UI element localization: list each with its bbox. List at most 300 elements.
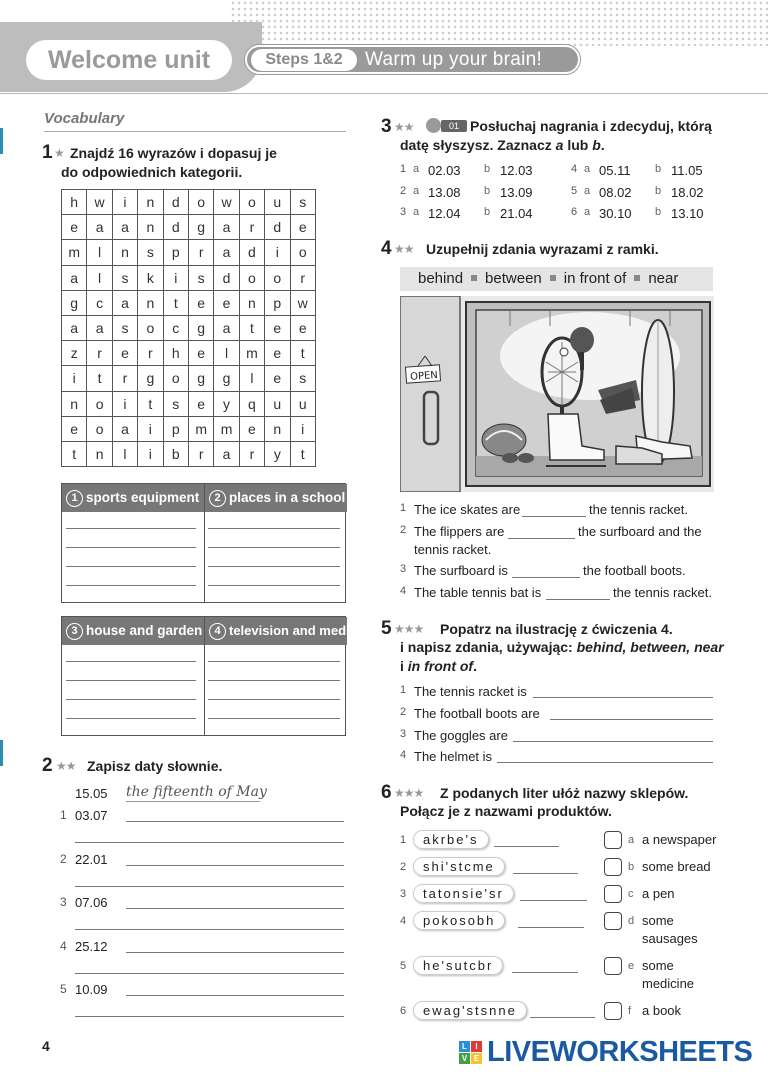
grid-cell[interactable]: a [87, 315, 112, 340]
grid-cell[interactable]: o [290, 240, 315, 265]
ex3-option-a-marker[interactable]: a [413, 184, 420, 197]
ex3-stars: ★★ [394, 120, 414, 134]
grid-cell[interactable]: s [138, 240, 163, 265]
category-answer-line[interactable] [66, 661, 196, 662]
ex4-item-text: The flippers are [414, 524, 505, 539]
ex6-product-name: some [642, 958, 674, 973]
ex4-item-text: The table tennis bat is [414, 585, 542, 600]
category-header-2 [205, 484, 347, 512]
ex3-option-a[interactable]: 02.03 [428, 163, 461, 178]
ex2-answer-line-1[interactable] [126, 865, 344, 866]
ex4-item-text-end: the tennis racket. [613, 585, 712, 600]
ex6-product-name: a pen [642, 886, 675, 901]
ex6-scrambled-word [413, 1001, 527, 1020]
ex2-answer-line-2[interactable] [75, 929, 344, 930]
grid-cell[interactable]: a [214, 215, 239, 240]
ex3-item-number: 5 [571, 184, 578, 197]
grid-cell[interactable]: d [265, 215, 290, 240]
grid-cell[interactable]: i [138, 416, 163, 441]
grid-cell[interactable]: e [62, 215, 87, 240]
grid-cell[interactable]: w [87, 190, 112, 215]
grid-cell[interactable]: e [188, 290, 213, 315]
ex6-product-name: a book [642, 1003, 682, 1018]
ex5-stars: ★★★ [394, 622, 424, 636]
ex6-item-number: 3 [400, 888, 407, 900]
grid-cell[interactable]: m [188, 416, 213, 441]
ex6-match-checkbox[interactable] [604, 831, 622, 849]
ex6-match-checkbox[interactable] [604, 912, 622, 930]
ex2-stars: ★★ [56, 759, 76, 773]
grid-cell[interactable]: t [290, 441, 315, 466]
grid-cell[interactable]: e [62, 416, 87, 441]
ex1-instruction-line1: Znajdź 16 wyrazów i dopasuj je [70, 145, 277, 161]
grid-cell[interactable]: n [62, 391, 87, 416]
ex2-instruction: Zapisz daty słownie. [87, 758, 223, 774]
ex6-product-name: some [642, 913, 674, 928]
ex5-item-text: The football boots are [414, 705, 540, 721]
ex3-option-a-marker[interactable]: a [584, 206, 591, 218]
word-separator [471, 275, 477, 281]
grid-row [62, 290, 316, 315]
grid-cell[interactable]: i [138, 441, 163, 466]
grid-cell[interactable]: s [290, 366, 315, 391]
ex5-answer-line[interactable] [497, 762, 713, 763]
ex6-instruction-line1: Z podanych liter ułóż nazwy sklepów. [440, 785, 689, 801]
ex6-match-checkbox[interactable] [604, 885, 622, 903]
grid-cell[interactable]: p [163, 416, 188, 441]
ex6-scrambled-word [413, 956, 503, 975]
grid-cell[interactable]: i [265, 240, 290, 265]
ex4-item-text-end: the surfboard and the [578, 524, 702, 539]
ex4-item-text: The surfboard is [414, 563, 508, 578]
ex6-scrambled-word [413, 884, 514, 903]
category-answer-line[interactable] [66, 528, 196, 529]
grid-cell[interactable]: u [290, 391, 315, 416]
grid-cell[interactable]: q [239, 391, 264, 416]
ex1-instruction-line2: do odpowiednich kategorii. [61, 164, 243, 180]
ex5-item-text: The tennis racket is [414, 684, 527, 699]
grid-cell[interactable]: a [214, 240, 239, 265]
grid-cell[interactable]: m [214, 416, 239, 441]
category-answer-line[interactable] [66, 699, 196, 700]
grid-cell[interactable]: c [87, 290, 112, 315]
ex6-match-checkbox[interactable] [604, 1002, 622, 1020]
ex6-answer-line[interactable] [513, 873, 578, 874]
grid-row [62, 341, 316, 366]
ex4-gap[interactable] [508, 538, 575, 539]
ex6-match-checkbox[interactable] [604, 858, 622, 876]
ex6-product-name-cont: medicine [642, 976, 695, 991]
word-separator [550, 275, 556, 281]
category-answer-line[interactable] [208, 699, 340, 700]
grid-cell[interactable]: a [62, 315, 87, 340]
goggles-icon [502, 453, 518, 463]
category-answer-line[interactable] [66, 718, 196, 719]
grid-row [62, 265, 316, 290]
grid-cell[interactable]: n [87, 441, 112, 466]
grid-cell[interactable]: u [265, 391, 290, 416]
category-number-2: 2 [209, 490, 226, 507]
ex3-option-b-marker[interactable]: b [484, 163, 491, 175]
ex6-scrambled-letters: he'sutcbr [413, 956, 503, 975]
ex6-item-number: 5 [400, 960, 407, 972]
grid-cell[interactable]: n [138, 215, 163, 240]
grid-cell[interactable]: t [163, 290, 188, 315]
ex1-stars: ★ [54, 146, 64, 160]
grid-cell[interactable]: s [112, 315, 137, 340]
ex5-item-text: The goggles are [414, 727, 508, 743]
grid-cell[interactable]: y [265, 441, 290, 466]
ex2-item-date: 25.12 [75, 938, 108, 954]
ex2-answer-line-1[interactable] [126, 952, 344, 953]
ex3-option-a-marker[interactable]: a [584, 184, 591, 197]
grid-cell[interactable]: m [239, 341, 264, 366]
ex3-option-a[interactable]: 13.08 [428, 184, 461, 200]
ex3-instruction-line2: datę słyszysz. Zaznacz a lub b. [400, 137, 605, 153]
ex2-item-date: 10.09 [75, 982, 108, 997]
grid-cell[interactable]: a [112, 215, 137, 240]
grid-cell[interactable]: n [138, 290, 163, 315]
ex6-scrambled-letters: akrbe's [413, 830, 489, 849]
grid-cell[interactable]: r [138, 341, 163, 366]
ex2-example-underline [126, 801, 260, 802]
grid-cell[interactable]: a [62, 265, 87, 290]
category-number-1: 1 [66, 490, 83, 507]
category-label-2: places in a school [229, 490, 346, 505]
ex4-item-text-cont: tennis racket. [414, 542, 492, 557]
grid-cell[interactable]: i [112, 391, 137, 416]
ex2-example-date: 15.05 [75, 786, 108, 801]
ex2-answer-line-1[interactable] [126, 995, 344, 996]
ex4-item-text: The ice skates are [414, 502, 521, 517]
grid-cell[interactable]: e [188, 341, 213, 366]
ex3-item-number: 4 [571, 163, 578, 175]
ex6-match-checkbox[interactable] [604, 957, 622, 975]
category-number-4: 4 [209, 623, 226, 640]
grid-cell[interactable]: u [265, 190, 290, 215]
ex6-item-number: 4 [400, 915, 407, 927]
grid-cell[interactable]: s [188, 265, 213, 290]
category-header-3 [62, 617, 204, 645]
word-separator [634, 275, 640, 281]
grid-cell[interactable]: e [214, 290, 239, 315]
ex5-answer-line[interactable] [533, 697, 713, 698]
ex3-option-a[interactable]: 12.04 [428, 206, 461, 221]
ex3-option-a[interactable]: 30.10 [599, 206, 632, 221]
grid-cell[interactable]: l [112, 441, 137, 466]
ex4-gap[interactable] [512, 577, 580, 578]
grid-cell[interactable]: n [265, 416, 290, 441]
ex5-answer-line[interactable] [513, 741, 713, 742]
ex6-product-letter: b [628, 861, 635, 873]
grid-cell[interactable]: r [239, 441, 264, 466]
ex2-answer-line-2[interactable] [75, 842, 344, 843]
grid-cell[interactable]: h [163, 341, 188, 366]
grid-row [62, 215, 316, 240]
ex3-option-b[interactable]: 21.04 [500, 206, 533, 221]
ex3-option-a-marker[interactable]: a [584, 163, 591, 175]
grid-cell[interactable]: g [188, 366, 213, 391]
grid-cell[interactable]: e [290, 315, 315, 340]
grid-cell[interactable]: s [112, 265, 137, 290]
ex2-answer-line-1[interactable] [126, 821, 344, 822]
ex4-item-text-end: the tennis racket. [589, 502, 688, 517]
grid-cell[interactable]: r [239, 215, 264, 240]
grid-cell[interactable]: l [214, 341, 239, 366]
category-answer-line[interactable] [208, 718, 340, 719]
ex2-item-number: 4 [60, 938, 67, 953]
grid-row [62, 366, 316, 391]
grid-cell[interactable]: a [112, 416, 137, 441]
grid-cell[interactable]: e [112, 341, 137, 366]
grid-cell[interactable]: o [87, 391, 112, 416]
grid-cell[interactable]: g [188, 315, 213, 340]
grid-cell[interactable]: h [62, 190, 87, 215]
word-box-item-4: near [648, 270, 679, 287]
margin-marker-bottom [0, 740, 3, 766]
ex4-item-number: 1 [400, 502, 407, 514]
grid-cell[interactable]: m [62, 240, 87, 265]
ex4-number: 4 [381, 238, 392, 259]
grid-cell[interactable]: t [290, 341, 315, 366]
ex4-gap[interactable] [546, 599, 610, 600]
category-answer-line[interactable] [208, 528, 340, 529]
ex2-answer-line-2[interactable] [75, 1016, 344, 1017]
ex6-item-number: 6 [400, 1005, 407, 1017]
ex6-answer-line[interactable] [520, 900, 587, 901]
ex6-stars: ★★★ [394, 786, 424, 800]
ex3-option-b-marker[interactable]: b [484, 184, 491, 197]
grid-cell[interactable]: e [265, 341, 290, 366]
word-box-item-2: between [485, 270, 542, 287]
grid-cell[interactable]: i [290, 416, 315, 441]
grid-cell[interactable]: o [188, 190, 213, 215]
ex3-option-b-marker[interactable]: b [655, 206, 662, 218]
ex2-number: 2 [42, 755, 53, 776]
grid-cell[interactable]: c [163, 315, 188, 340]
ex2-answer-line-2[interactable] [75, 886, 344, 887]
ex6-instruction-line2: Połącz je z nazwami produktów. [400, 803, 612, 819]
grid-row [62, 315, 316, 340]
grid-cell[interactable]: w [214, 190, 239, 215]
ex5-item-number: 2 [400, 705, 407, 718]
ex4-item-text-end: the football boots. [583, 563, 686, 578]
ex2-item-date: 07.06 [75, 895, 108, 910]
ex6-scrambled-letters: ewag'stsnne [413, 1001, 527, 1020]
ex6-scrambled-word [413, 857, 505, 876]
grid-cell[interactable]: d [163, 215, 188, 240]
category-answer-line[interactable] [208, 661, 340, 662]
grid-cell[interactable]: d [239, 240, 264, 265]
grid-cell[interactable]: r [87, 341, 112, 366]
grid-cell[interactable]: e [290, 215, 315, 240]
category-answer-line[interactable] [208, 585, 340, 586]
grid-cell[interactable]: o [239, 265, 264, 290]
liveworksheets-brand[interactable]: LIVEWORKSHEETS [487, 1036, 753, 1068]
category-label-1: sports equipment [86, 490, 200, 505]
ex3-number: 3 [381, 116, 392, 137]
grid-cell[interactable]: p [265, 290, 290, 315]
helmet-icon [482, 424, 526, 456]
grid-cell[interactable]: r [188, 441, 213, 466]
ex6-product-letter: d [628, 915, 635, 927]
ex6-answer-line[interactable] [494, 846, 559, 847]
grid-cell[interactable]: r [112, 366, 137, 391]
grid-cell[interactable]: o [239, 190, 264, 215]
grid-cell[interactable]: b [163, 441, 188, 466]
ex6-number: 6 [381, 782, 392, 803]
ex2-item-number: 3 [60, 895, 67, 909]
ex4-stars: ★★ [394, 242, 414, 256]
ex3-option-a[interactable]: 05.11 [599, 163, 631, 178]
ex5-answer-line[interactable] [550, 719, 713, 720]
ex5-number: 5 [381, 618, 392, 639]
section-title: Vocabulary [44, 110, 125, 127]
grid-cell[interactable]: d [163, 190, 188, 215]
grid-cell[interactable]: n [112, 240, 137, 265]
ex3-option-b-marker[interactable]: b [655, 184, 662, 197]
ex2-item-number: 2 [60, 851, 67, 866]
ex3-option-b-marker[interactable]: b [655, 163, 662, 175]
grid-cell[interactable]: y [214, 391, 239, 416]
grid-cell[interactable]: o [265, 265, 290, 290]
grid-cell[interactable]: l [87, 240, 112, 265]
ex6-scrambled-word [413, 911, 505, 930]
grid-cell[interactable]: s [163, 391, 188, 416]
category-label-3: house and garden [86, 623, 203, 638]
open-sign-text: OPEN [409, 369, 439, 383]
ex6-answer-line[interactable] [530, 1017, 595, 1018]
word-box-item-3: in front of [563, 270, 627, 287]
grid-cell[interactable]: w [290, 290, 315, 315]
grid-cell[interactable]: a [214, 441, 239, 466]
grid-cell[interactable]: g [188, 215, 213, 240]
grid-cell[interactable]: k [138, 265, 163, 290]
ex6-product-letter: e [628, 960, 635, 972]
grid-cell[interactable]: i [163, 265, 188, 290]
ex5-instruction-line3: i in front of. [400, 658, 477, 674]
grid-row [62, 190, 316, 215]
grid-cell[interactable]: l [239, 366, 264, 391]
ex6-answer-line[interactable] [512, 972, 578, 973]
ex6-answer-line[interactable] [518, 927, 584, 928]
grid-cell[interactable]: g [214, 366, 239, 391]
grid-cell[interactable]: e [265, 315, 290, 340]
grid-row [62, 416, 316, 441]
grid-row [62, 441, 316, 466]
liveworksheets-logo-icon: L I V E [459, 1041, 483, 1065]
grid-cell[interactable]: i [62, 366, 87, 391]
grid-cell[interactable]: o [138, 315, 163, 340]
category-answer-line[interactable] [66, 680, 196, 681]
ex6-scrambled-word [413, 830, 489, 849]
grid-cell[interactable]: e [265, 366, 290, 391]
grid-cell[interactable]: g [62, 290, 87, 315]
category-header-4 [205, 617, 357, 645]
ex3-option-a-marker[interactable]: a [413, 206, 420, 218]
ex3-option-b[interactable]: 13.10 [671, 206, 704, 221]
ex5-item-text: The helmet is [414, 749, 493, 765]
category-answer-line[interactable] [66, 585, 196, 586]
grid-cell[interactable]: d [214, 265, 239, 290]
ex3-item-number: 3 [400, 206, 407, 218]
ex6-scrambled-letters: shi'stcme [413, 857, 505, 876]
grid-cell[interactable]: r [188, 240, 213, 265]
ex2-example-answer: the fifteenth of May [126, 784, 267, 800]
grid-cell[interactable]: t [87, 366, 112, 391]
grid-row [62, 391, 316, 416]
ex3-option-a[interactable]: 08.02 [599, 184, 632, 200]
category-header-1 [62, 484, 204, 512]
category-answer-line[interactable] [208, 566, 340, 567]
grid-cell[interactable]: o [163, 366, 188, 391]
ex6-product-name: a newspaper [642, 832, 717, 847]
ex2-answer-line-1[interactable] [126, 908, 344, 909]
ex4-item-number: 2 [400, 524, 407, 536]
grid-cell[interactable]: n [239, 290, 264, 315]
grid-cell[interactable]: s [290, 190, 315, 215]
ex5-item-number: 4 [400, 749, 407, 762]
ex6-item-number: 2 [400, 861, 407, 873]
audio-track-badge: 01 [441, 120, 467, 132]
ex6-item-number: 1 [400, 834, 407, 846]
word-box [400, 267, 713, 291]
ex6-scrambled-letters: tatonsie'sr [413, 884, 514, 903]
grid-cell[interactable]: l [87, 265, 112, 290]
unit-title: Welcome unit [26, 40, 232, 80]
grid-cell[interactable]: p [163, 240, 188, 265]
grid-cell[interactable]: r [290, 265, 315, 290]
grid-cell[interactable]: g [138, 366, 163, 391]
audio-cd-icon[interactable] [426, 118, 441, 133]
header-divider [0, 93, 768, 94]
grid-cell[interactable]: a [112, 290, 137, 315]
grid-cell[interactable]: t [239, 315, 264, 340]
ex3-item-number: 2 [400, 184, 407, 197]
ex3-item-number: 1 [400, 163, 407, 175]
ex3-option-a-marker[interactable]: a [413, 163, 420, 175]
grid-cell[interactable]: n [138, 190, 163, 215]
grid-cell[interactable]: i [112, 190, 137, 215]
ex3-option-b-marker[interactable]: b [484, 206, 491, 218]
grid-cell[interactable]: o [87, 416, 112, 441]
ex3-option-b[interactable]: 11.05 [671, 163, 703, 178]
grid-cell[interactable]: z [62, 341, 87, 366]
category-answer-line[interactable] [66, 566, 196, 567]
ex4-gap[interactable] [522, 516, 586, 517]
ex2-item-date: 22.01 [75, 851, 108, 867]
steps-banner [245, 45, 580, 74]
ex3-option-b[interactable]: 13.09 [500, 184, 533, 200]
ex3-option-b[interactable]: 12.03 [500, 163, 533, 178]
grid-cell[interactable]: t [138, 391, 163, 416]
grid-cell[interactable]: e [239, 416, 264, 441]
ex3-option-b[interactable]: 18.02 [671, 184, 704, 200]
ex4-item-number: 3 [400, 563, 407, 575]
ex2-answer-line-2[interactable] [75, 973, 344, 974]
category-answer-line[interactable] [208, 680, 340, 681]
grid-row [62, 240, 316, 265]
grid-cell[interactable]: t [62, 441, 87, 466]
category-answer-line[interactable] [208, 547, 340, 548]
category-answer-line[interactable] [66, 547, 196, 548]
section-underline [44, 131, 346, 132]
grid-cell[interactable]: a [87, 215, 112, 240]
ex6-product-name: some bread [642, 859, 711, 874]
grid-cell[interactable]: e [188, 391, 213, 416]
grid-cell[interactable]: a [214, 315, 239, 340]
word-search-grid[interactable] [61, 189, 316, 467]
